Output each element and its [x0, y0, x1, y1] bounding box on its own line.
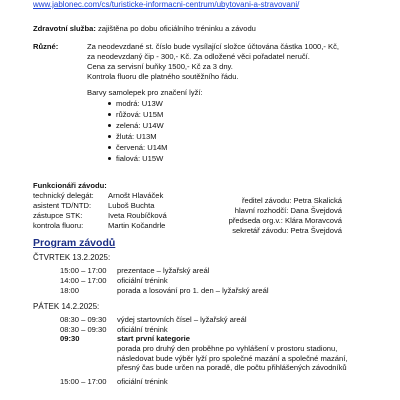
misc-line: za neodevzdaný čip - 300,- Kč. Za odložené věci pořadatel neručí.	[87, 52, 310, 61]
official-entry: sekretář závodu: Petra Švejdová	[232, 226, 342, 235]
misc-label: Různé:	[33, 42, 59, 51]
officials-right	[228, 196, 342, 236]
schedule-time: 15:00 – 17:00	[60, 377, 107, 386]
official-entry: předseda org.v.: Klára Moravcová	[228, 216, 342, 225]
official-role: asistent TD/NTD:	[33, 201, 92, 210]
day-label-friday: PÁTEK 14.2.2025:	[33, 302, 100, 311]
schedule-time: 18:00	[60, 286, 80, 295]
list-item: červená: U14M	[116, 143, 168, 152]
official-entry: ředitel závodu: Petra Skalická	[241, 196, 342, 205]
official-name: Luboš Buchta	[108, 201, 155, 210]
health-service-text: zajištěna po dobu oficiálního tréninku a závodu	[98, 24, 256, 33]
official-role: kontrola fluoru:	[33, 221, 84, 230]
schedule-text: start první kategorie	[117, 334, 191, 343]
sticker-colors-list	[116, 98, 168, 164]
schedule-time: 15:00 – 17:00	[60, 266, 107, 275]
schedule-note: porada pro druhý den proběhne po vyhlášení v prostoru stadionu, následovat bude výběr lyží pro společné mazání a společné mazání, přesný čas bude určen na poradě, dle počtu přihlášených závodníků	[117, 344, 348, 373]
schedule-text: prezentace – lyžařský areál	[117, 266, 210, 275]
schedule-time: 08:30 – 09:30	[60, 315, 107, 324]
official-name: Iveta Roubíčková	[108, 211, 167, 220]
misc-line: Za neodevzdané st. číslo bude vysílající složce účtována částka 1000,- Kč,	[87, 42, 339, 51]
schedule-text: výdej startovních čísel – lyžařský areál	[117, 315, 247, 324]
official-entry: hlavní rozhodčí: Dana Švejdová	[234, 206, 342, 215]
misc-line: Kontrola fluoru dle platného soutěžního řádu.	[87, 72, 239, 81]
health-service-row	[33, 24, 256, 34]
list-item: zelená: U14W	[116, 120, 168, 131]
list-item: růžová: U15M	[116, 109, 168, 120]
schedule-time: 09:30	[60, 334, 80, 343]
officials-title: Funkcionáři závodu:	[33, 181, 107, 190]
schedule-time: 14:00 – 17:00	[60, 276, 107, 285]
list-item: modrá: U13W	[116, 98, 168, 109]
schedule-text: porada a losování pro 1. den – lyžařský areál	[117, 286, 269, 295]
schedule-text: oficiální trénink	[117, 377, 168, 386]
schedule-text: oficiální trénink	[117, 276, 168, 285]
schedule-time: 08:30 – 09:30	[60, 325, 107, 334]
official-role: technický delegát:	[33, 191, 94, 200]
list-item: fialová: U15W	[116, 153, 168, 164]
official-name: Martin Kočandrle	[108, 221, 166, 230]
misc-line: Cena za servisní buňky 1500,- Kč za 3 dny.	[87, 62, 233, 71]
officials-left-names	[108, 191, 167, 231]
health-service-label: Zdravotní služba:	[33, 24, 96, 33]
sticker-colors-title: Barvy samolepek pro značení lyží:	[87, 88, 203, 97]
accommodation-link[interactable]: www.jablonec.com/cs/turisticke-informacni-centrum/ubytovani-a-stravovani/	[33, 0, 300, 9]
official-role: zástupce STK:	[33, 211, 83, 220]
official-name: Arnošt Hlaváček	[108, 191, 164, 200]
day-label-thursday: ČTVRTEK 13.2.2025:	[33, 253, 111, 262]
misc-text-block	[87, 42, 339, 82]
schedule-text: oficiální trénink	[117, 325, 168, 334]
program-title: Program závodů	[33, 237, 116, 249]
list-item: žlutá: U13M	[116, 131, 168, 142]
officials-left-roles	[33, 191, 94, 231]
